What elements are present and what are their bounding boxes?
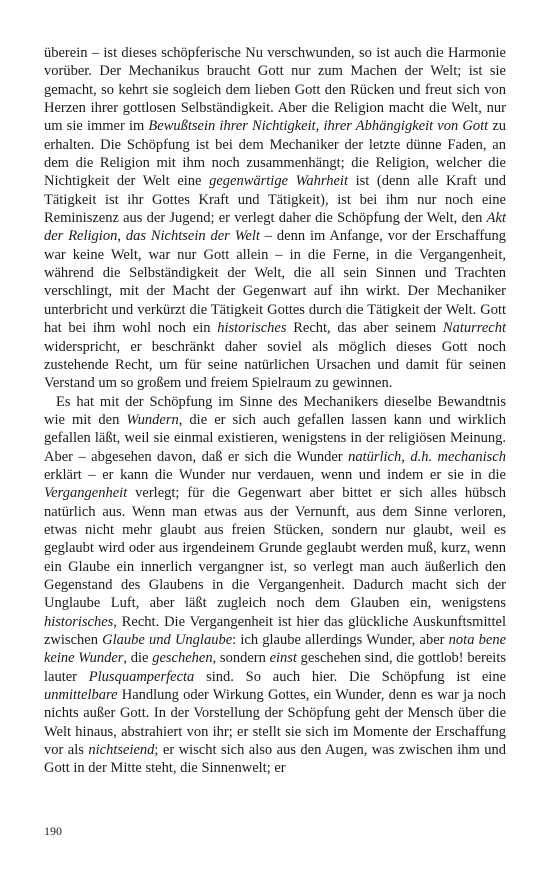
italic-text-run: geschehen: [152, 650, 213, 667]
paragraph: [44, 393, 506, 778]
text-run: , sondern: [212, 650, 270, 667]
paragraph: [44, 44, 506, 393]
italic-text-run: historisches: [44, 613, 114, 630]
text-run: , die: [123, 650, 153, 667]
text-run: sind. So auch hier. Die Schöpfung ist eine: [194, 668, 506, 685]
italic-text-run: Akt der Religion, das Nichtsein der Welt: [44, 210, 506, 245]
italic-text-run: historisches: [217, 320, 287, 337]
text-run: ist (denn alle Kraft und Tätigkeit ist ihr Gottes Kraft und Tätigkeit), ist bei ihm nur noch eine Reminiszenz aus der Jugend; er verlegt daher die Schöpfung der Welt, den: [44, 173, 506, 227]
italic-text-run: Naturrecht: [442, 320, 507, 337]
italic-text-run: Bewußtsein ihrer Nichtigkeit, ihrer Abhängigkeit von Gott: [148, 118, 489, 135]
text-run: geschehen sind, die gottlob! bereits lauter: [44, 650, 506, 685]
text-run: , Recht. Die Vergangenheit ist hier das glückliche Auskunftsmittel zwischen: [44, 613, 506, 648]
italic-text-run: nichtseiend: [88, 742, 155, 759]
text-run: – denn im Anfange, vor der Erschaffung war keine Welt, war nur Gott allein – in die Ferne, in die Vergangenheit, während die Selbständigkeit der Welt, die all sein Sinnen und Trachten verschlingt, mit der Macht der Gegenwart auf ihn wirkt. Der Mechaniker unterbricht und verkürzt die Tätigkeit Gottes durch die Tätigkeit der Welt. Gott hat bei ihm wohl noch ein: [44, 228, 506, 337]
italic-text-run: gegenwärtige Wahrheit: [209, 173, 348, 190]
text-run: überein – ist dieses schöpferische Nu verschwunden, so ist auch die Harmonie vorüber. Der Mechanikus braucht Gott nur zum Machen der Welt; ist sie gemacht, so kehrt sie sogleich dem lieben Gott den Rücken und freut sich von Herzen ihrer gottlosen Selbständigkeit. Aber die Religion macht die Welt, nur um sie immer im: [44, 45, 506, 135]
text-run: erklärt – er kann die Wunder nur verdauen, wenn und indem er sie in die: [44, 466, 506, 483]
italic-text-run: Wundern: [126, 411, 179, 428]
text-run: Es hat mit der Schöpfung im Sinne des Mechanikers dieselbe Bewandtnis wie mit den: [44, 393, 506, 428]
italic-text-run: Plusquamperfecta: [88, 668, 195, 685]
italic-text-run: nota bene keine Wunder: [44, 632, 507, 667]
page-number: 190: [44, 824, 62, 838]
body-text: [44, 44, 506, 778]
italic-text-run: Vergangenheit: [44, 485, 128, 502]
text-run: zu erhalten. Die Schöpfung ist bei dem Mechaniker der letzte dünne Faden, an dem die Religion mit ihm noch zusammenhängt; die Religion, welcher die Nichtigkeit der Welt eine: [44, 118, 506, 190]
text-run: : ich glaube allerdings Wunder, aber: [232, 632, 449, 648]
text-run: Handlung oder Wirkung Gottes, ein Wunder, denn es war ja noch nichts außer Gott. In der Vorstellung der Schöpfung geht der Mensch über die Welt hinaus, abstrahiert von ihr; er stellt sie sich im Momente der Erschaffung vor als: [44, 687, 506, 759]
italic-text-run: Glaube und Unglaube: [102, 632, 233, 648]
italic-text-run: unmittelbare: [44, 687, 118, 704]
italic-text-run: einst: [269, 650, 297, 667]
italic-text-run: natürlich, d.h. mechanisch: [348, 448, 506, 465]
text-run: widerspricht, er beschränkt daher soviel als möglich dieses Gott noch zustehende Recht, um für seine natürlichen Ursachen und damit für seinen Verstand um so großem und freiem Spielraum zu gewinnen.: [44, 338, 506, 392]
text-run: , die er sich auch gefallen lassen kann und wirklich gefallen läßt, weil sie einmal existieren, wenigstens in der religiösen Meinung. Aber – abgesehen davon, daß er sich die Wunder: [44, 411, 506, 465]
text-run: ; er wischt sich also aus den Augen, was zwischen ihm und Gott in der Mitte steht, die Sinnenwelt; er: [44, 742, 506, 777]
text-run: verlegt; für die Gegenwart aber bittet er sich alles hübsch natürlich aus. Wenn man etwas aus der Vernunft, aus dem Sinne verloren, etwas nicht mehr glaubt aus freien Stücken, sondern nur glaubt, weil es geglaubt wird oder aus irgendeinem Grunde geglaubt werden muß, kurz, wenn ein Glaube ein innerlich vergangner ist, so verlegt man auch äußerlich den Gegenstand des Glaubens in die Vergangenheit. Dadurch macht sich der Unglaube Luft, aber läßt zugleich noch dem Glauben ein, wenigstens: [44, 485, 506, 612]
text-run: Recht, das aber seinem: [286, 320, 443, 337]
